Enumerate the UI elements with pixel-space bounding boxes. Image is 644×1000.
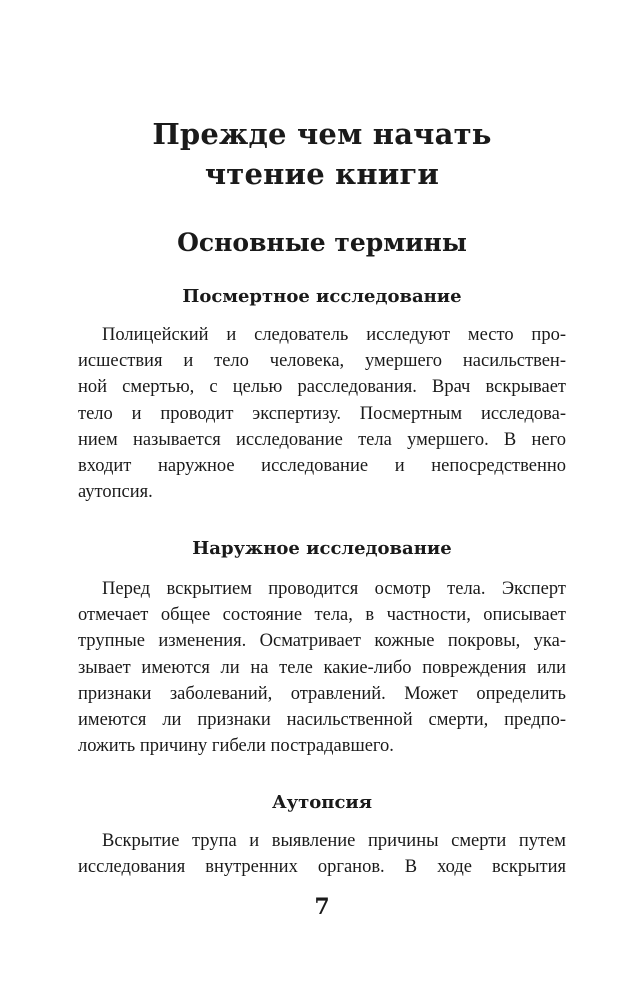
paragraph-line: ной смертью, с целью расследования. Врач вскрывает	[78, 377, 566, 398]
paragraph-line: имеются ли признаки насильственной смерти, предпо-	[78, 710, 566, 731]
section-title: Основные термины	[177, 228, 467, 257]
paragraph-line: зывает имеются ли на теле какие-либо повреждения или	[78, 657, 566, 678]
paragraph-postmortem	[78, 322, 566, 505]
paragraph-line: нием называется исследование тела умершего. В него	[78, 429, 566, 450]
paragraph-line: тело и проводит экспертизу. Посмертным исследова-	[78, 403, 566, 424]
paragraph-line: трупные изменения. Осматривает кожные покровы, ука-	[78, 631, 566, 652]
paragraph-line: отмечает общее состояние тела, в частности, описывает	[78, 605, 566, 626]
chapter-title-line-2: чтение книги	[204, 157, 440, 191]
paragraph-external	[78, 576, 566, 759]
paragraph-autopsy	[78, 828, 566, 880]
subheading-external: Наружное исследование	[192, 538, 452, 559]
paragraph-line: ложить причину гибели пострадавшего.	[78, 736, 394, 757]
paragraph-line: исследования внутренних органов. В ходе вскрытия	[78, 857, 566, 878]
paragraph-line: признаки заболеваний, отравлений. Может определить	[78, 683, 566, 704]
page-number: 7	[314, 894, 330, 920]
paragraph-line: аутопсия.	[78, 482, 153, 503]
chapter-title	[0, 114, 644, 194]
paragraph-line: входит наружное исследование и непосредственно	[78, 456, 566, 477]
paragraph-line: исшествия и тело человека, умершего насильствен-	[78, 351, 566, 372]
chapter-title-line-1: Прежде чем начать	[152, 117, 492, 151]
paragraph-line: Вскрытие трупа и выявление причины смерти путем	[102, 831, 566, 851]
paragraph-line: Полицейский и следователь исследуют место про-	[102, 325, 566, 345]
subheading-autopsy: Аутопсия	[271, 792, 373, 813]
paragraph-line: Перед вскрытием проводится осмотр тела. Эксперт	[102, 579, 566, 599]
subheading-postmortem: Посмертное исследование	[182, 286, 462, 307]
